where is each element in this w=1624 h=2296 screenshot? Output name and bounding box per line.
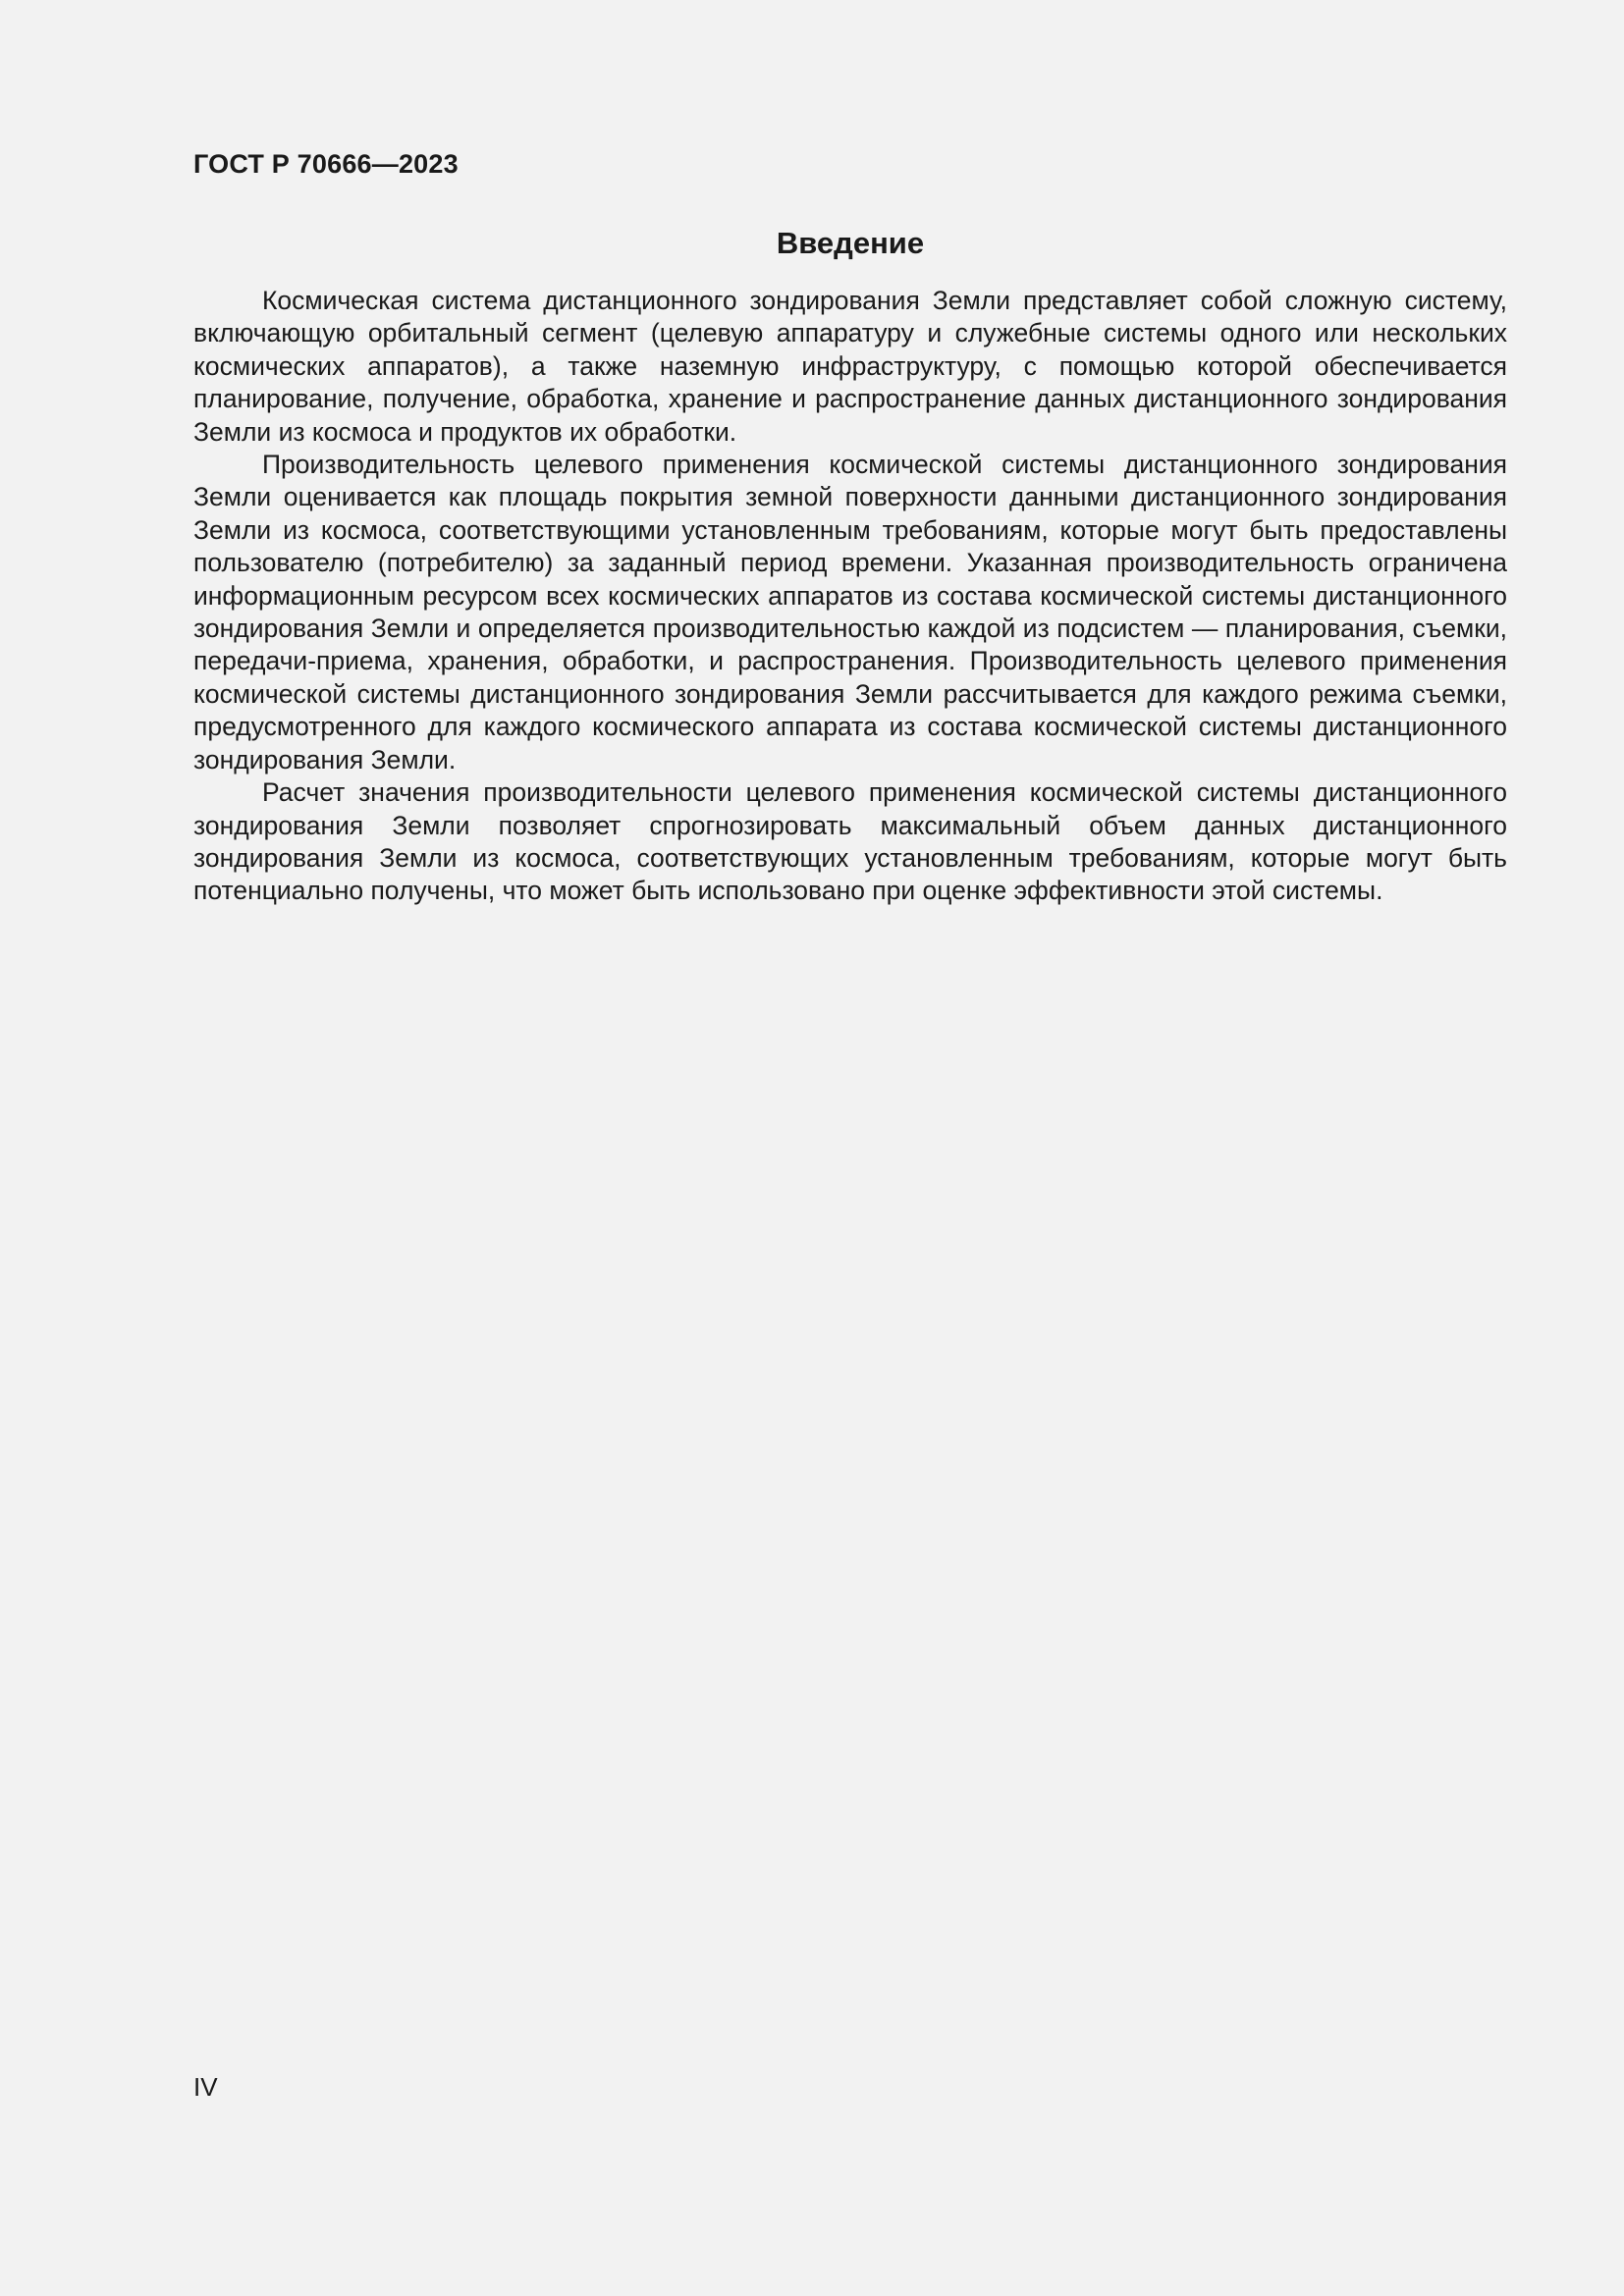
section-title: Введение: [776, 226, 925, 260]
document-standard-id: ГОСТ Р 70666—2023: [193, 149, 459, 179]
section-body: [193, 285, 1507, 908]
paragraph-1: Космическая система дистанционного зондирования Земли представляет собой сложную систему, включающую орбитальный сегмент (целевую аппаратуру и служебные системы одного или нескольких космических аппаратов), а также наземную инфраструктуру, с помощью которой обеспечивается планирование, получение, обработка, хранение и распространение данных дистанционного зондирования Земли из космоса и продуктов их обработки.: [193, 286, 1507, 447]
paragraph-2: Производительность целевого применения космической системы дистанционного зондирования Земли оценивается как площадь покрытия земной поверхности данными дистанционного зондирования Земли из космоса, соответствующими установленным требованиям, которые могут быть предоставлены пользователю (потребителю) за заданный период времени. Указанная производительность ограничена информационным ресурсом всех космических аппаратов из состава космической системы дистанционного зондирования Земли и определяется производительностью каждой из подсистем — планирования, съемки, передачи-приема, хранения, обработки, и распространения. Производительность целевого применения космической системы дистанционного зондирования Земли рассчитывается для каждого режима съемки, предусмотренного для каждого космического аппарата из состава космической системы дистанционного зондирования Земли.: [193, 450, 1507, 774]
page-number: IV: [193, 2072, 218, 2102]
paragraph-3: Расчет значения производительности целевого применения космической системы дистанционного зондирования Земли позволяет спрогнозировать максимальный объем данных дистанционного зондирования Земли из космоса, соответствующих установленным требованиям, которые могут быть потенциально получены, что может быть использовано при оценке эффективности этой системы.: [193, 777, 1507, 906]
